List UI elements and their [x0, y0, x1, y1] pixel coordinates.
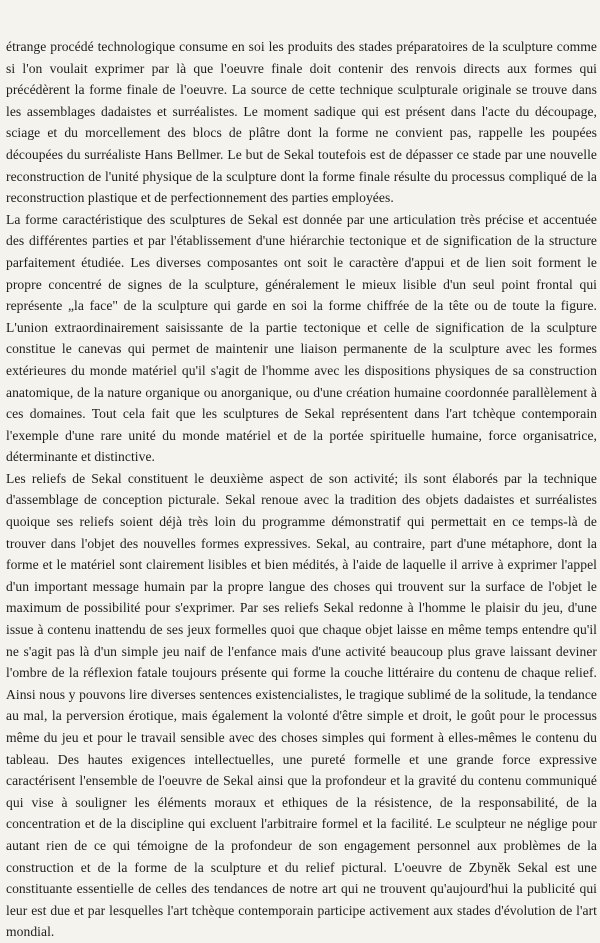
document-page	[6, 36, 597, 943]
paragraph-sculpture-technique: étrange procédé technologique consume en soi les produits des stades préparatoires de la sculpture comme si l'on voulait exprimer par là que l'oeuvre finale doit contenir des renvois directs aux formes qui précédèrent la forme finale de l'oeuvre. La source de cette technique sculpturale originale se trouve dans les assemblages dadaistes et surréalistes. Le moment sadique qui est présent dans l'acte du découpage, sciage et du morcellement des blocs de plâtre dont la forme ne convient pas, rappelle les poupées découpées du surréaliste Hans Bellmer. Le but de Sekal toutefois est de dépasser ce stade par une nouvelle reconstruction de l'unité physique de la sculpture dont la forme finale résulte du processus compliqué de la reconstruction plastique et de perfectionnement des parties employées.	[6, 39, 597, 206]
paragraph-sculpture-form: La forme caractéristique des sculptures de Sekal est donnée par une articulation très précise et accentuée des différentes parties et par l'établissement d'une hiérarchie tectonique et de signification de la structure parfaitement étudiée. Les diverses composantes ont soit le caractère d'appui et de lien soit forment le propre concentré de signes de la sculpture, généralement le mieux lisible d'un seul point frontal qui représente „la face" de la sculpture qui garde en soi la forme chiffrée de la tête ou de toute la figure. L'union extraordinairement saisissante de la partie tectonique et celle de signification de la sculpture constitue le canevas qui permet de maintenir une liaison permanente de la sculpture avec les formes extérieures du monde matériel qu'il s'agit de l'homme avec les dispositions physiques de sa construction anatomique, de la nature organique ou anorganique, ou d'une création humaine coordonnée parallèlement à ces domaines. Tout cela fait que les sculptures de Sekal représentent dans l'art tchèque contemporain l'exemple d'une rare unité du monde matériel et de la portée spirituelle humaine, force organisatrice, déterminante et distinctive.	[6, 211, 597, 465]
paragraph-reliefs: Les reliefs de Sekal constituent le deuxième aspect de son activité; ils sont élaborés par la technique d'assemblage de conception picturale. Sekal renoue avec la tradition des objets dadaistes et surréalistes quoique ses reliefs soient déjà très loin du programme démonstratif qui permettait en ce temps-là de trouver dans l'objet des nouvelles formes expressives. Sekal, au contraire, part d'une métaphore, dont la forme et le matériel sont clairement lisibles et bien médités, à l'aide de laquelle il arrive à exprimer l'appel d'un important message humain par la propre langue des choses qui trouvent sur la surface de l'objet le maximum de possibilité pour s'exprimer. Par ses reliefs Sekal redonne à l'homme le plaisir du jeu, d'une issue à contenu inattendu de ses jeux formelles quoi que chaque objet laisse en même temps entendre qu'il ne s'agit pas là d'un simple jeu naif de l'enfance mais d'une activité beaucoup plus grave laissant deviner l'ombre de la réflexion fatale toujours présente qui forme la couche littéraire du contenu de chaque relief. Ainsi nous y pouvons lire diverses sentences existencialistes, le tragique sublimé de la solitude, la tendance au mal, la perversion érotique, mais également la volonté d'être simple et droit, le goût pour le processus même du jeu et pour le travail sensible avec des choses simples qui forment à elles-mêmes le contenu du tableau. Des hautes exigences intellectuelles, une pureté formelle et une grande force expressive caractérisent l'ensemble de l'oeuvre de Sekal ainsi que la profondeur et la gravité du contenu communiqué qui vise à souligner les éléments moraux et ethiques de la résistence, de la responsabilité, de la concentration et de la discipline qui excluent l'arbitraire formel et la facilité. Le sculpteur ne néglige pour autant rien de ce qui témoigne de la profondeur de son engagement personnel aux problèmes de la construction et de la forme de la sculpture et du relief pictural. L'oeuvre de Zbyněk Sekal est une constituante essentielle de celles des tendances de notre art qui ne trouvent qu'aujourd'hui la publicité qui leur est due et par lesquelles l'art tchèque contemporain participe activement aux stades d'évolution de l'art mondial.	[6, 470, 597, 940]
